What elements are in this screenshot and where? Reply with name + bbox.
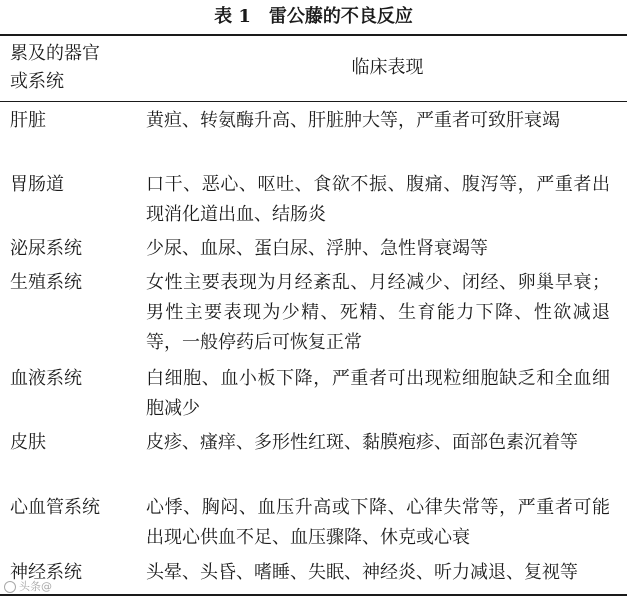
row-organ: 生殖系统 (10, 272, 82, 293)
row-organ: 皮肤 (10, 432, 46, 453)
watermark-logo-icon (4, 581, 16, 593)
table-bottom-rule (0, 594, 627, 596)
table-title-text: 雷公藤的不良反应 (268, 6, 413, 27)
table-title-number: 表 1 (214, 6, 251, 27)
row-description: 少尿、血尿、蛋白尿、浮肿、急性肾衰竭等 (146, 238, 488, 259)
row-description: 女性主要表现为月经紊乱、月经减少、闭经、卵巢早衰；男性主要表现为少精、死精、生育能力下降、性欲减退等，一般停药后可恢复正常 (146, 272, 610, 353)
row-organ: 肝脏 (10, 110, 46, 131)
row-organ: 神经系统 (10, 562, 82, 583)
table-header-rule (0, 101, 627, 102)
row-description: 皮疹、瘙痒、多形性红斑、黏膜疱疹、面部色素沉着等 (146, 432, 578, 453)
table-title (0, 2, 627, 32)
header-clinical: 临床表现 (351, 57, 424, 78)
row-description: 白细胞、血小板下降，严重者可出现粒细胞缺乏和全血细胞减少 (146, 368, 610, 419)
watermark (4, 578, 52, 596)
row-organ: 泌尿系统 (10, 238, 82, 259)
row-organ: 胃肠道 (10, 174, 64, 195)
row-description: 头晕、头昏、嗜睡、失眠、神经炎、听力减退、复视等 (146, 562, 578, 583)
row-organ: 血液系统 (10, 368, 82, 389)
row-description: 口干、恶心、呕吐、食欲不振、腹痛、腹泻等，严重者出现消化道出血、结肠炎 (146, 174, 610, 225)
row-description: 黄疸、转氨酶升高、肝脏肿大等，严重者可致肝衰竭 (146, 110, 560, 131)
header-organ: 累及的器官 或系统 (10, 43, 100, 92)
row-description: 心悸、胸闷、血压升高或下降、心律失常等，严重者可能出现心供血不足、血压骤降、休克或心衰 (146, 497, 610, 548)
table-header (0, 36, 627, 101)
watermark-text: 头条@ (19, 580, 52, 593)
row-organ: 心血管系统 (10, 497, 100, 518)
